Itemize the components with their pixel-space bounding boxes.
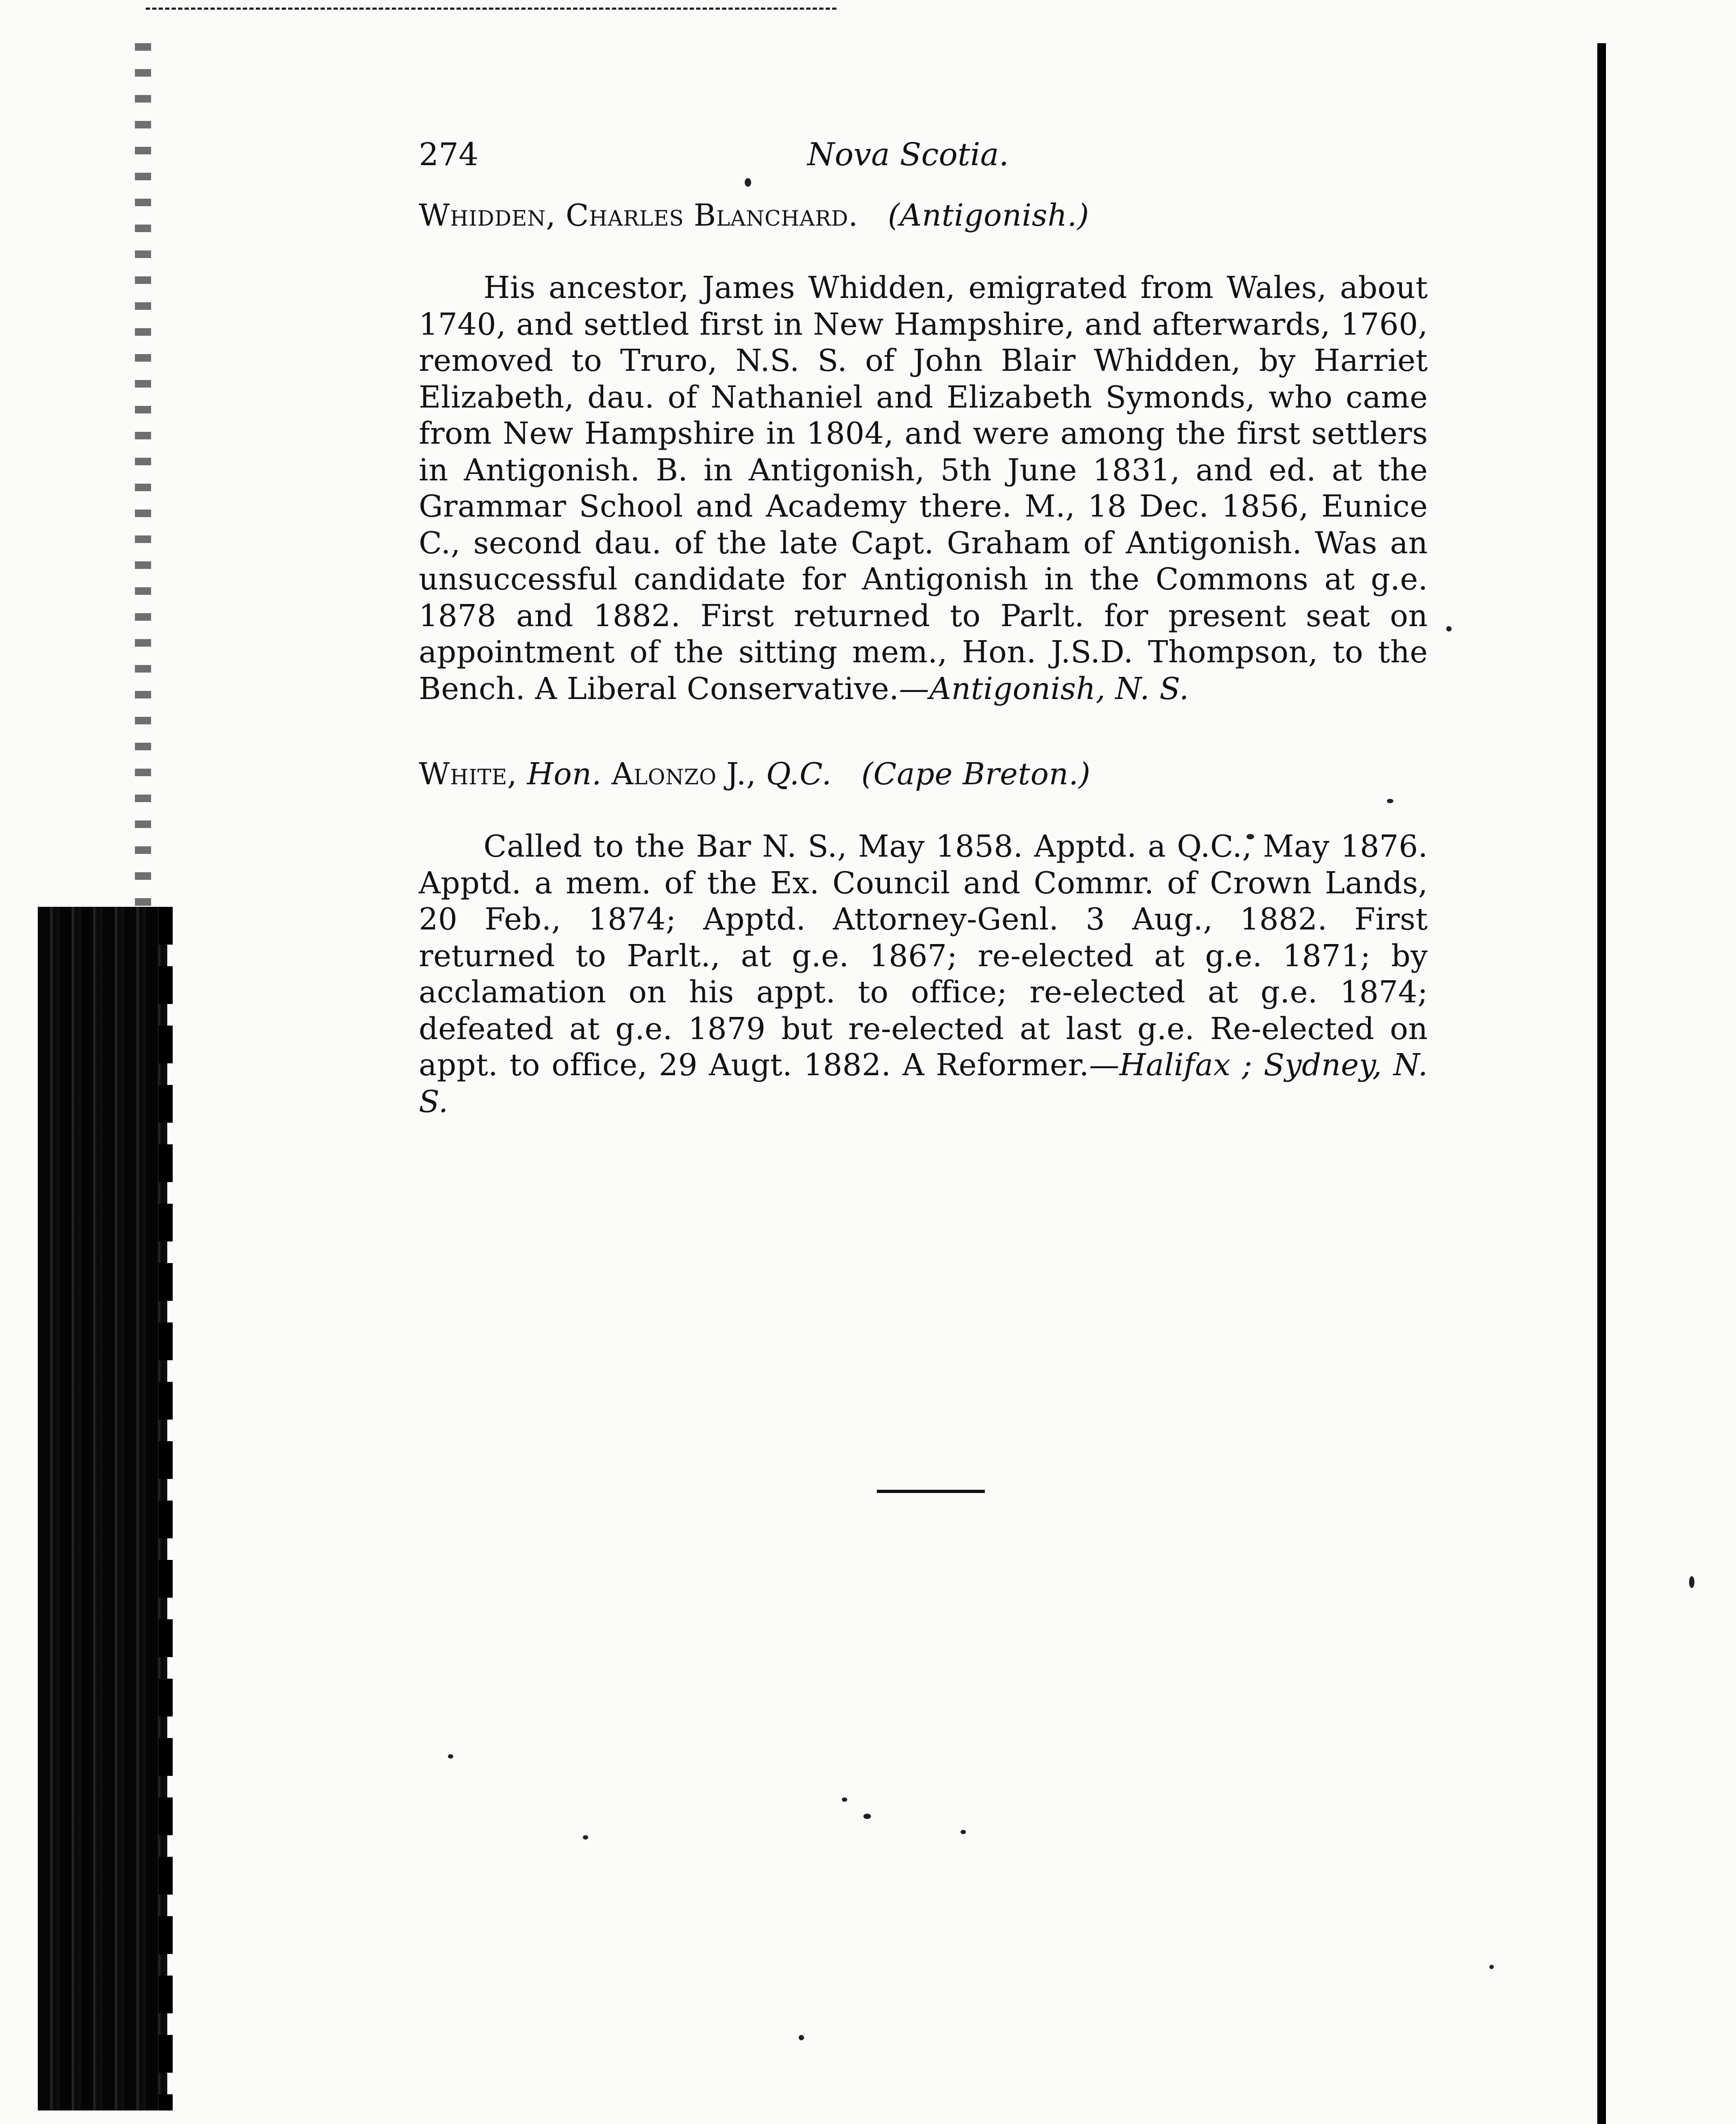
entry-text: His ancestor, James Whidden, emigrated from Wales, about 1740, and settled first in New Hampshire, and afterwards, 1760, removed to Truro, N.S. S. of John Blair Whidden, by Harriet Elizabeth, dau. of Nathaniel and Elizabeth Symonds, who came from New Hampshire in 1804, and were among the first settlers in Antigonish. B. in Antigonish, 5th June 1831, and ed. at the Grammar School and Academy there. M., 18 Dec. 1856, Eunice C., second dau. of the late Capt. Graham of Antigonish. Was an unsuccessful candidate for Antigonish in the Commons at g.e. 1878 and 1882. First returned to Parlt. for present seat on appointment of the sitting mem., Hon. J.S.D. Thompson, to the Bench. A Liberal Conservative.	[419, 270, 1428, 707]
section-separator-rule	[877, 1490, 985, 1493]
scan-speck	[863, 1814, 871, 1819]
scan-speck	[1446, 626, 1452, 632]
entry-name: White,	[419, 757, 518, 792]
scan-speck	[583, 1835, 588, 1840]
entry-address: —Antigonish, N. S.	[898, 671, 1189, 707]
scan-right-rule	[1597, 43, 1606, 2124]
entry-white	[419, 753, 1428, 1120]
scan-speck	[1489, 1965, 1494, 1969]
entry-name: Whidden, Charles Blanchard.	[419, 198, 859, 233]
running-title: Nova Scotia.	[807, 136, 1009, 173]
entry-body	[419, 829, 1428, 1120]
scan-left-edge	[0, 0, 178, 2124]
entry-name-rest: Alonzo J.,	[611, 757, 757, 792]
entry-title: Q.C.	[766, 757, 832, 792]
entry-text: Called to the Bar N. S., May 1858. Apptd. a Q.C., May 1876. Apptd. a mem. of the Ex. Council and Commr. of Crown Lands, 20 Feb., 1874; Apptd. Attorney-Genl. 3 Aug., 1882. First returned to Parlt., at g.e. 1867; re-elected at g.e. 1871; by acclamation on his appt. to office; re-elected at g.e. 1874; defeated at g.e. 1879 but re-elected at last g.e. Re-elected on appt. to office, 29 Augt. 1882. A Reformer.	[419, 829, 1428, 1083]
scan-speck	[448, 1754, 453, 1759]
scan-left-band	[38, 907, 167, 2111]
entry-whidden	[419, 194, 1428, 707]
scan-left-ticks	[135, 43, 151, 907]
entry-honorific: Hon.	[527, 757, 602, 792]
page-number: 274	[419, 136, 479, 173]
page-content	[419, 130, 1428, 1120]
scan-speck	[799, 2035, 804, 2040]
running-head	[419, 130, 1428, 178]
entry-heading	[419, 753, 1428, 796]
entry-address: —Halifax ; Sydney, N. S.	[419, 1048, 1428, 1119]
scan-top-rule	[146, 8, 836, 10]
entry-body	[419, 270, 1428, 707]
scan-speck	[1689, 1576, 1694, 1588]
scan-speck	[961, 1830, 966, 1834]
entry-constituency: (Cape Breton.)	[861, 757, 1091, 792]
entry-constituency: (Antigonish.)	[888, 198, 1090, 233]
entry-heading	[419, 194, 1428, 237]
scan-speck	[842, 1797, 847, 1802]
